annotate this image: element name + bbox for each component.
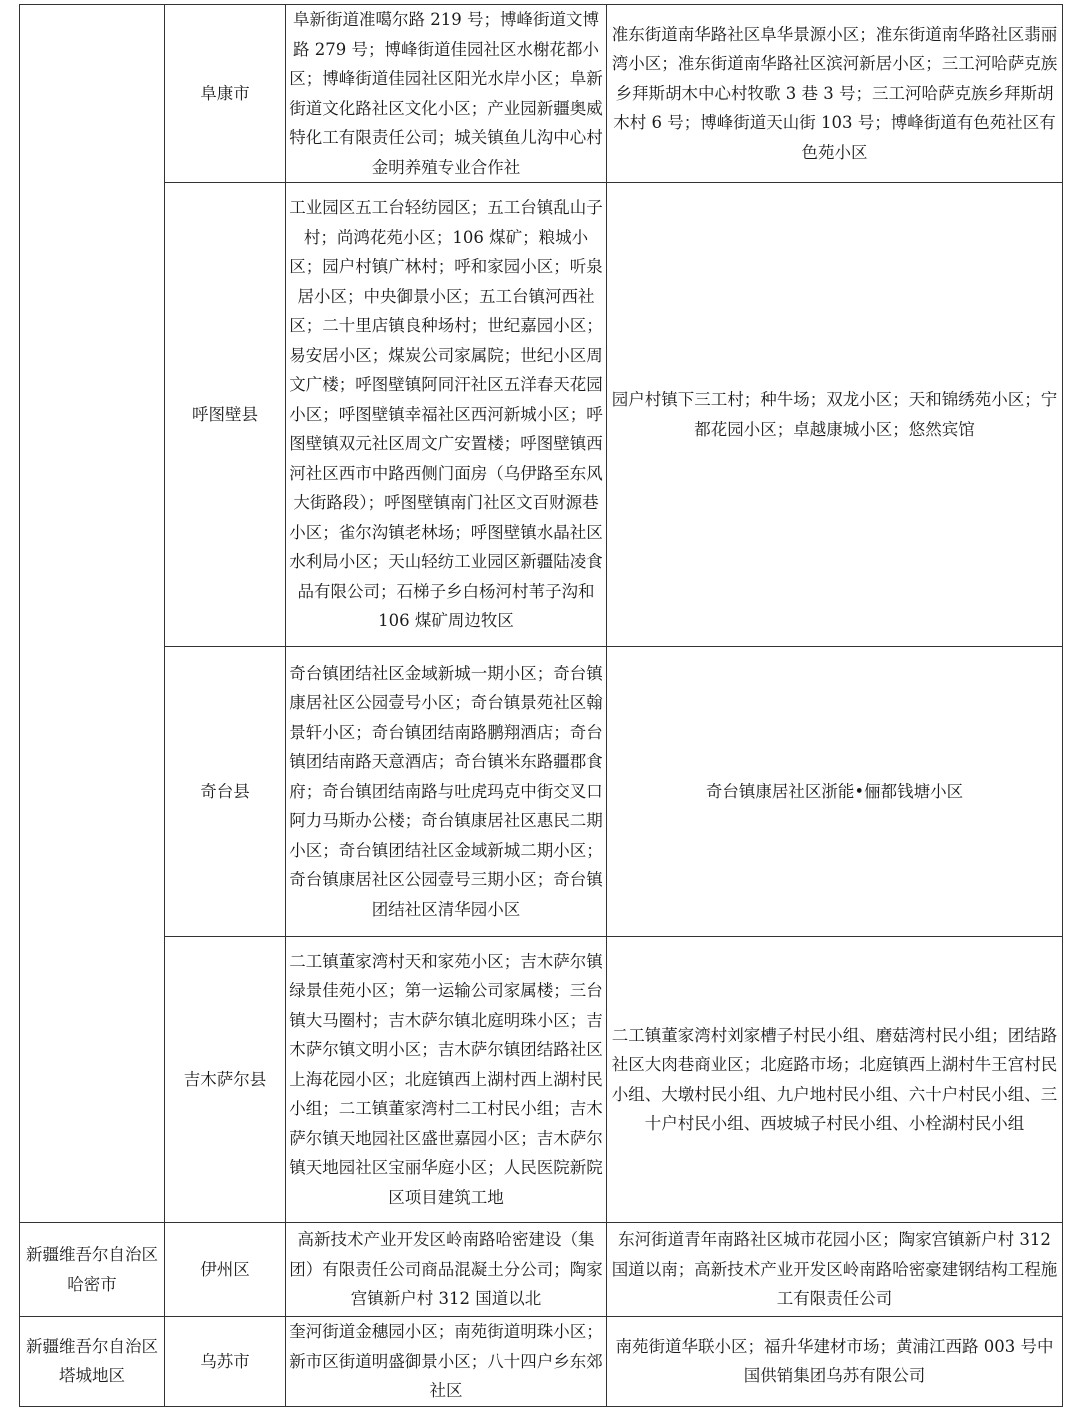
- table-row: [20, 937, 1063, 1223]
- medium-risk-areas-cell: 二工镇董家湾村天和家苑小区；吉木萨尔镇绿景佳苑小区；第一运输公司家属楼；三台镇大马圈村；吉木萨尔镇北庭明珠小区；吉木萨尔镇文明小区；吉木萨尔镇团结路社区上海花园小区；北庭镇西上湖村西上湖村民小组；二工镇董家湾村二工村民小组；吉木萨尔镇天地园社区盛世嘉园小区；吉木萨尔镇天地园社区宝丽华庭小区；人民医院新院区项目建筑工地: [286, 937, 607, 1223]
- low-risk-areas-cell: 园户村镇下三工村；种牛场；双龙小区；天和锦绣苑小区；宁都花园小区；卓越康城小区；悠然宾馆: [607, 183, 1063, 647]
- region-cell: [20, 5, 165, 1223]
- county-cell: 乌苏市: [165, 1317, 286, 1407]
- low-risk-areas-cell: 奇台镇康居社区浙能•俪都钱塘小区: [607, 647, 1063, 937]
- county-cell: 伊州区: [165, 1223, 286, 1317]
- low-risk-areas-cell: 准东街道南华路社区阜华景源小区；准东街道南华路社区翡丽湾小区；准东街道南华路社区滨河新居小区；三工河哈萨克族乡拜斯胡木中心村牧歌 3 巷 3 号；三工河哈萨克族乡拜斯胡木村 6 号；博峰街道天山街 103 号；博峰街道有色苑社区有色苑小区: [607, 5, 1063, 183]
- table-row: [20, 647, 1063, 937]
- region-cell: 新疆维吾尔自治区哈密市: [20, 1223, 165, 1317]
- low-risk-areas-cell: 南苑街道华联小区；福升华建材市场；黄浦江西路 003 号中国供销集团乌苏有限公司: [607, 1317, 1063, 1407]
- county-cell: 阜康市: [165, 5, 286, 183]
- county-cell: 奇台县: [165, 647, 286, 937]
- medium-risk-areas-cell: 奎河街道金穗园小区；南苑街道明珠小区；新市区街道明盛御景小区；八十四户乡东郊社区: [286, 1317, 607, 1407]
- risk-area-table: [19, 4, 1063, 1407]
- table-row: [20, 5, 1063, 183]
- region-cell: 新疆维吾尔自治区塔城地区: [20, 1317, 165, 1407]
- county-cell: 吉木萨尔县: [165, 937, 286, 1223]
- county-cell: 呼图壁县: [165, 183, 286, 647]
- medium-risk-areas-cell: 奇台镇团结社区金域新城一期小区；奇台镇康居社区公园壹号小区；奇台镇景苑社区翰景轩小区；奇台镇团结南路鹏翔酒店；奇台镇团结南路天意酒店；奇台镇米东路疆郡食府；奇台镇团结南路与吐虎玛克中街交叉口阿力马斯办公楼；奇台镇康居社区惠民二期小区；奇台镇团结社区金域新城二期小区；奇台镇康居社区公园壹号三期小区；奇台镇团结社区清华园小区: [286, 647, 607, 937]
- table-row: [20, 1223, 1063, 1317]
- low-risk-areas-cell: 东河街道青年南路社区城市花园小区；陶家宫镇新户村 312 国道以南；高新技术产业开发区岭南路哈密豪建钢结构工程施工有限责任公司: [607, 1223, 1063, 1317]
- medium-risk-areas-cell: 阜新街道准噶尔路 219 号；博峰街道文博路 279 号；博峰街道佳园社区水榭花都小区；博峰街道佳园社区阳光水岸小区；阜新街道文化路社区文化小区；产业园新疆奥威特化工有限责任公司；城关镇鱼儿沟中心村金明养殖专业合作社: [286, 5, 607, 183]
- table-row: [20, 1317, 1063, 1407]
- medium-risk-areas-cell: 工业园区五工台轻纺园区；五工台镇乱山子村；尚鸿花苑小区；106 煤矿；粮城小区；园户村镇广林村；呼和家园小区；听泉居小区；中央御景小区；五工台镇河西社区；二十里店镇良种场村；世纪嘉园小区；易安居小区；煤炭公司家属院；世纪小区周文广楼；呼图壁镇阿同汗社区五洋春天花园小区；呼图壁镇幸福社区西河新城小区；呼图壁镇双元社区周文广安置楼；呼图壁镇西河社区西市中路西侧门面房（乌伊路至东风大街路段）；呼图壁镇南门社区文百财源巷小区；雀尔沟镇老林场；呼图壁镇水晶社区水利局小区；天山轻纺工业园区新疆陆凌食品有限公司；石梯子乡白杨河村苇子沟和 106 煤矿周边牧区: [286, 183, 607, 647]
- medium-risk-areas-cell: 高新技术产业开发区岭南路哈密建设（集团）有限责任公司商品混凝土分公司；陶家宫镇新户村 312 国道以北: [286, 1223, 607, 1317]
- table-row: [20, 183, 1063, 647]
- low-risk-areas-cell: 二工镇董家湾村刘家槽子村民小组、磨菇湾村民小组；团结路社区大肉巷商业区；北庭路市场；北庭镇西上湖村牛王宫村民小组、大墩村民小组、九户地村民小组、六十户村民小组、三十户村民小组、西坡城子村民小组、小栓湖村民小组: [607, 937, 1063, 1223]
